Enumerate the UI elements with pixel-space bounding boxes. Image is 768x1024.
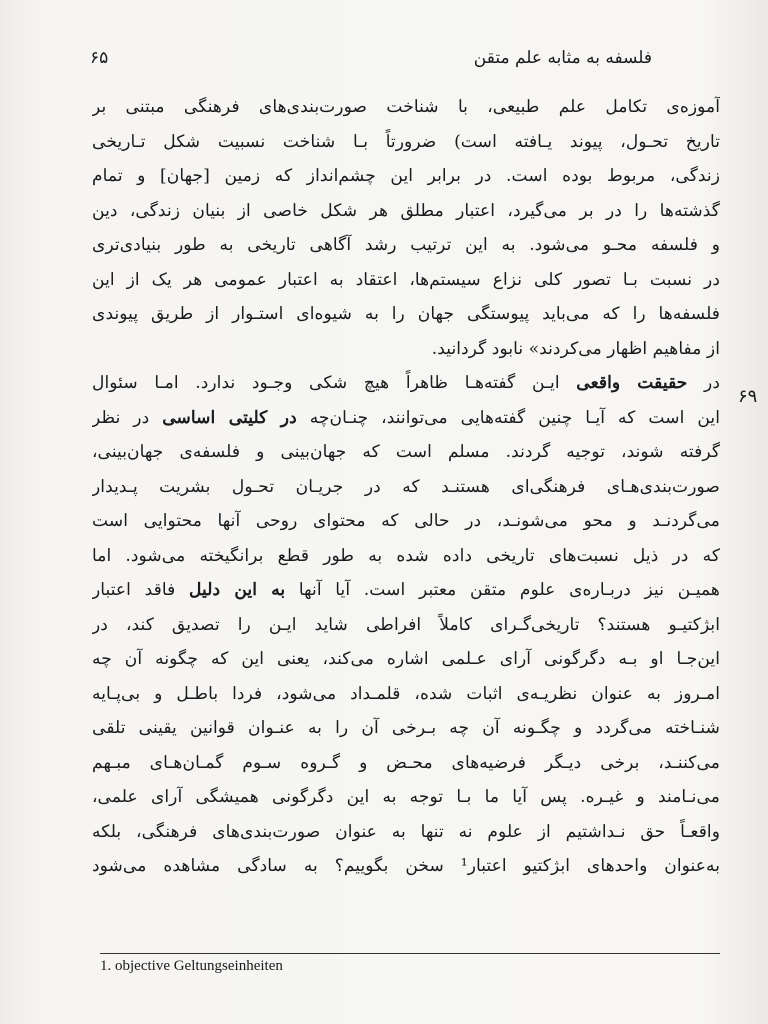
text-line: می‌نـامند و غیـره. پس آیا ما بـا توجه به این دگرگونی همیشگی آرای علمی، <box>92 787 720 807</box>
footnote-rule <box>100 953 720 954</box>
text-line: امـروز به عنوان نظریـه‌ی اثبات شده، قلمـداد می‌شود، فردا باطـل و بی‌پـایه <box>92 683 720 704</box>
text-line: واقعـاً حق نـداشتیم از علوم نه تنها به عنوان صورت‌بندی‌های فرهنگی، بلکه <box>92 821 720 842</box>
text-line: زندگی، مربوط بوده است. در برابر این چشم‌انداز که زمین [جهان] و تمام <box>92 166 720 186</box>
running-header <box>90 42 730 72</box>
text-line: گرفته شوند، توجیه گردند. مسلم است که جهان‌بینی و فلسفه‌ی جهان‌بینی، <box>92 442 720 462</box>
text-line <box>92 401 720 436</box>
text-line: در نسبت بـا تصور کلی نزاع سیستم‌ها، اعتقاد به اعتبار عمومی هر یک از این <box>92 269 720 290</box>
page-number: ۶۵ <box>90 48 109 68</box>
bold-term: در کلیتی اساسی <box>162 407 297 428</box>
text-line: ابژکتیـو هستند؟ تاریخی‌گـرای کاملاً افراطی شاید ایـن را تصدیق کند، در <box>92 614 720 635</box>
text-line: می‌کننـد، برخی دیـگر فرضیه‌های محـض و گـروه سـوم گمـان‌هـای مبـهم <box>92 752 720 773</box>
bold-term: حقیقت واقعی <box>576 373 688 393</box>
text-line <box>92 573 720 608</box>
line-segment: در <box>687 373 720 393</box>
text-line: و فلسفه محـو می‌شود. به این ترتیب رشد آگاهی تاریخی به طور بنیادی‌تری <box>92 235 720 255</box>
text-line: به‌عنوان واحدهای ابژکتیو اعتبار¹ سخن بگوییم؟ به سادگی مشاهده می‌شود <box>92 856 720 876</box>
line-segment: فاقد اعتبار <box>92 580 190 600</box>
bold-term: به این دلیل <box>189 580 286 600</box>
text-line: فلسفه‌ها را که می‌باید پیوستگی جهان را به شیوه‌ای استـوار از طریق پیوندی <box>92 304 720 324</box>
text-line: از مفاهیم اظهار می‌کردند» نابود گردانید. <box>431 338 720 359</box>
text-line: این‌جـا او بـه دگرگونی آرای عـلمی اشاره می‌کند، یعنی این که چگونه آن چه <box>92 649 720 669</box>
text-line: صورت‌بندی‌هـای فرهنگی‌ای هستنـد که در جریـان تحـول بشریت پـدیدار <box>92 476 720 497</box>
line-segment: این است که آیـا چنین گفته‌هایی می‌توانند، چنـان‌چه <box>296 407 720 428</box>
text-line: که در ذیل نسبت‌های تاریخی داده شده به طور قطع برانگیخته می‌شود. اما <box>92 545 720 566</box>
margin-page-reference: ۶۹ <box>738 386 758 407</box>
footnote: 1. objective Geltungseinheiten <box>100 958 283 974</box>
text-line: گذشته‌ها را در بر می‌گیرد، اعتبار مطلق هر شکل خاصی از بنیان زندگی، دین <box>92 200 720 221</box>
text-line: می‌گردنـد و محو می‌شونـد، در حالی که محتوای روحی آنها محتوایی است <box>92 511 720 531</box>
line-segment: در نظر <box>92 407 163 428</box>
line-segment: همیـن نیز دربـاره‌ی علوم متقن معتبر است. آیا آنها <box>285 580 720 600</box>
text-line: آموزه‌ی تکامل علم طبیعی، با شناخت صورت‌بندی‌های فرهنگی مبتنی بر <box>92 97 720 117</box>
main-text <box>92 90 720 884</box>
text-line: تاریخ تحـول، پیوند یـافته است) ضرورتاً بـا شناخت نسبیت شکل تـاریخی <box>92 131 720 152</box>
text-line: شنـاخته می‌گردد و چگـونه آن چه بـرخی آن را به عنـوان قوانین یقینی تلقی <box>92 718 720 738</box>
line-segment: ایـن گفته‌هـا ظاهراً هیچ شکی وجـود ندارد. امـا سئوال <box>92 373 577 393</box>
text-line <box>92 366 720 401</box>
running-title: فلسفه به مثابه علم متقن <box>473 48 652 68</box>
